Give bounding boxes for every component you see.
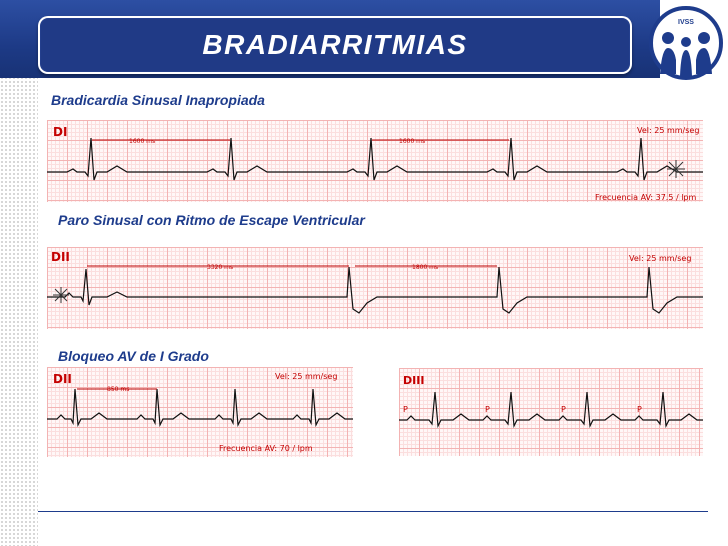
lead-label-dii: DII xyxy=(51,250,70,264)
lead-label-di: DI xyxy=(53,125,68,139)
interval-label: 850 ms xyxy=(107,386,130,393)
speed-label: Vel: 25 mm/seg xyxy=(275,372,338,381)
ecg-strip-paro-sinusal xyxy=(47,247,703,329)
rate-label: Frecuencia AV: 70 / lpm xyxy=(219,444,313,453)
interval-label: 3320 ms xyxy=(207,264,234,271)
interval-label: 1600 ms xyxy=(129,138,156,145)
rate-label: Frecuencia AV: 37.5 / lpm xyxy=(595,193,697,202)
interval-label: 1600 ms xyxy=(399,138,426,145)
title-plate xyxy=(38,16,632,74)
p-wave-label: P xyxy=(637,405,642,414)
slide-title: BRADIARRITMIAS xyxy=(202,29,468,60)
speed-label: Vel: 25 mm/seg xyxy=(629,254,692,263)
ecg-strip-bloqueo-diii xyxy=(399,368,703,456)
calibration-mark-icon xyxy=(53,287,69,303)
ecg-strip-bradicardia xyxy=(47,120,703,202)
footer-divider xyxy=(38,511,708,512)
interval-label: 1800 ms xyxy=(412,264,439,271)
section-title-bradicardia: Bradicardia Sinusal Inapropiada xyxy=(51,92,265,108)
p-wave-label: P xyxy=(561,405,566,414)
lead-label-dii: DII xyxy=(53,372,72,386)
svg-text:DIII: DIII xyxy=(403,374,425,387)
dotted-sidebar xyxy=(0,0,38,546)
speed-label: Vel: 25 mm/seg xyxy=(637,126,700,135)
p-wave-label: P xyxy=(403,405,408,414)
logo-text: IVSS xyxy=(678,19,694,26)
ecg-strip-bloqueo-dii xyxy=(47,367,353,457)
section-title-paro-sinusal: Paro Sinusal con Ritmo de Escape Ventricular xyxy=(58,212,365,228)
lead-label-diii: III xyxy=(412,374,425,387)
ivss-logo xyxy=(646,4,726,80)
calibration-mark-icon xyxy=(667,160,685,178)
p-wave-label: P xyxy=(485,405,490,414)
section-title-bloqueo-av: Bloqueo AV de I Grado xyxy=(58,348,209,364)
